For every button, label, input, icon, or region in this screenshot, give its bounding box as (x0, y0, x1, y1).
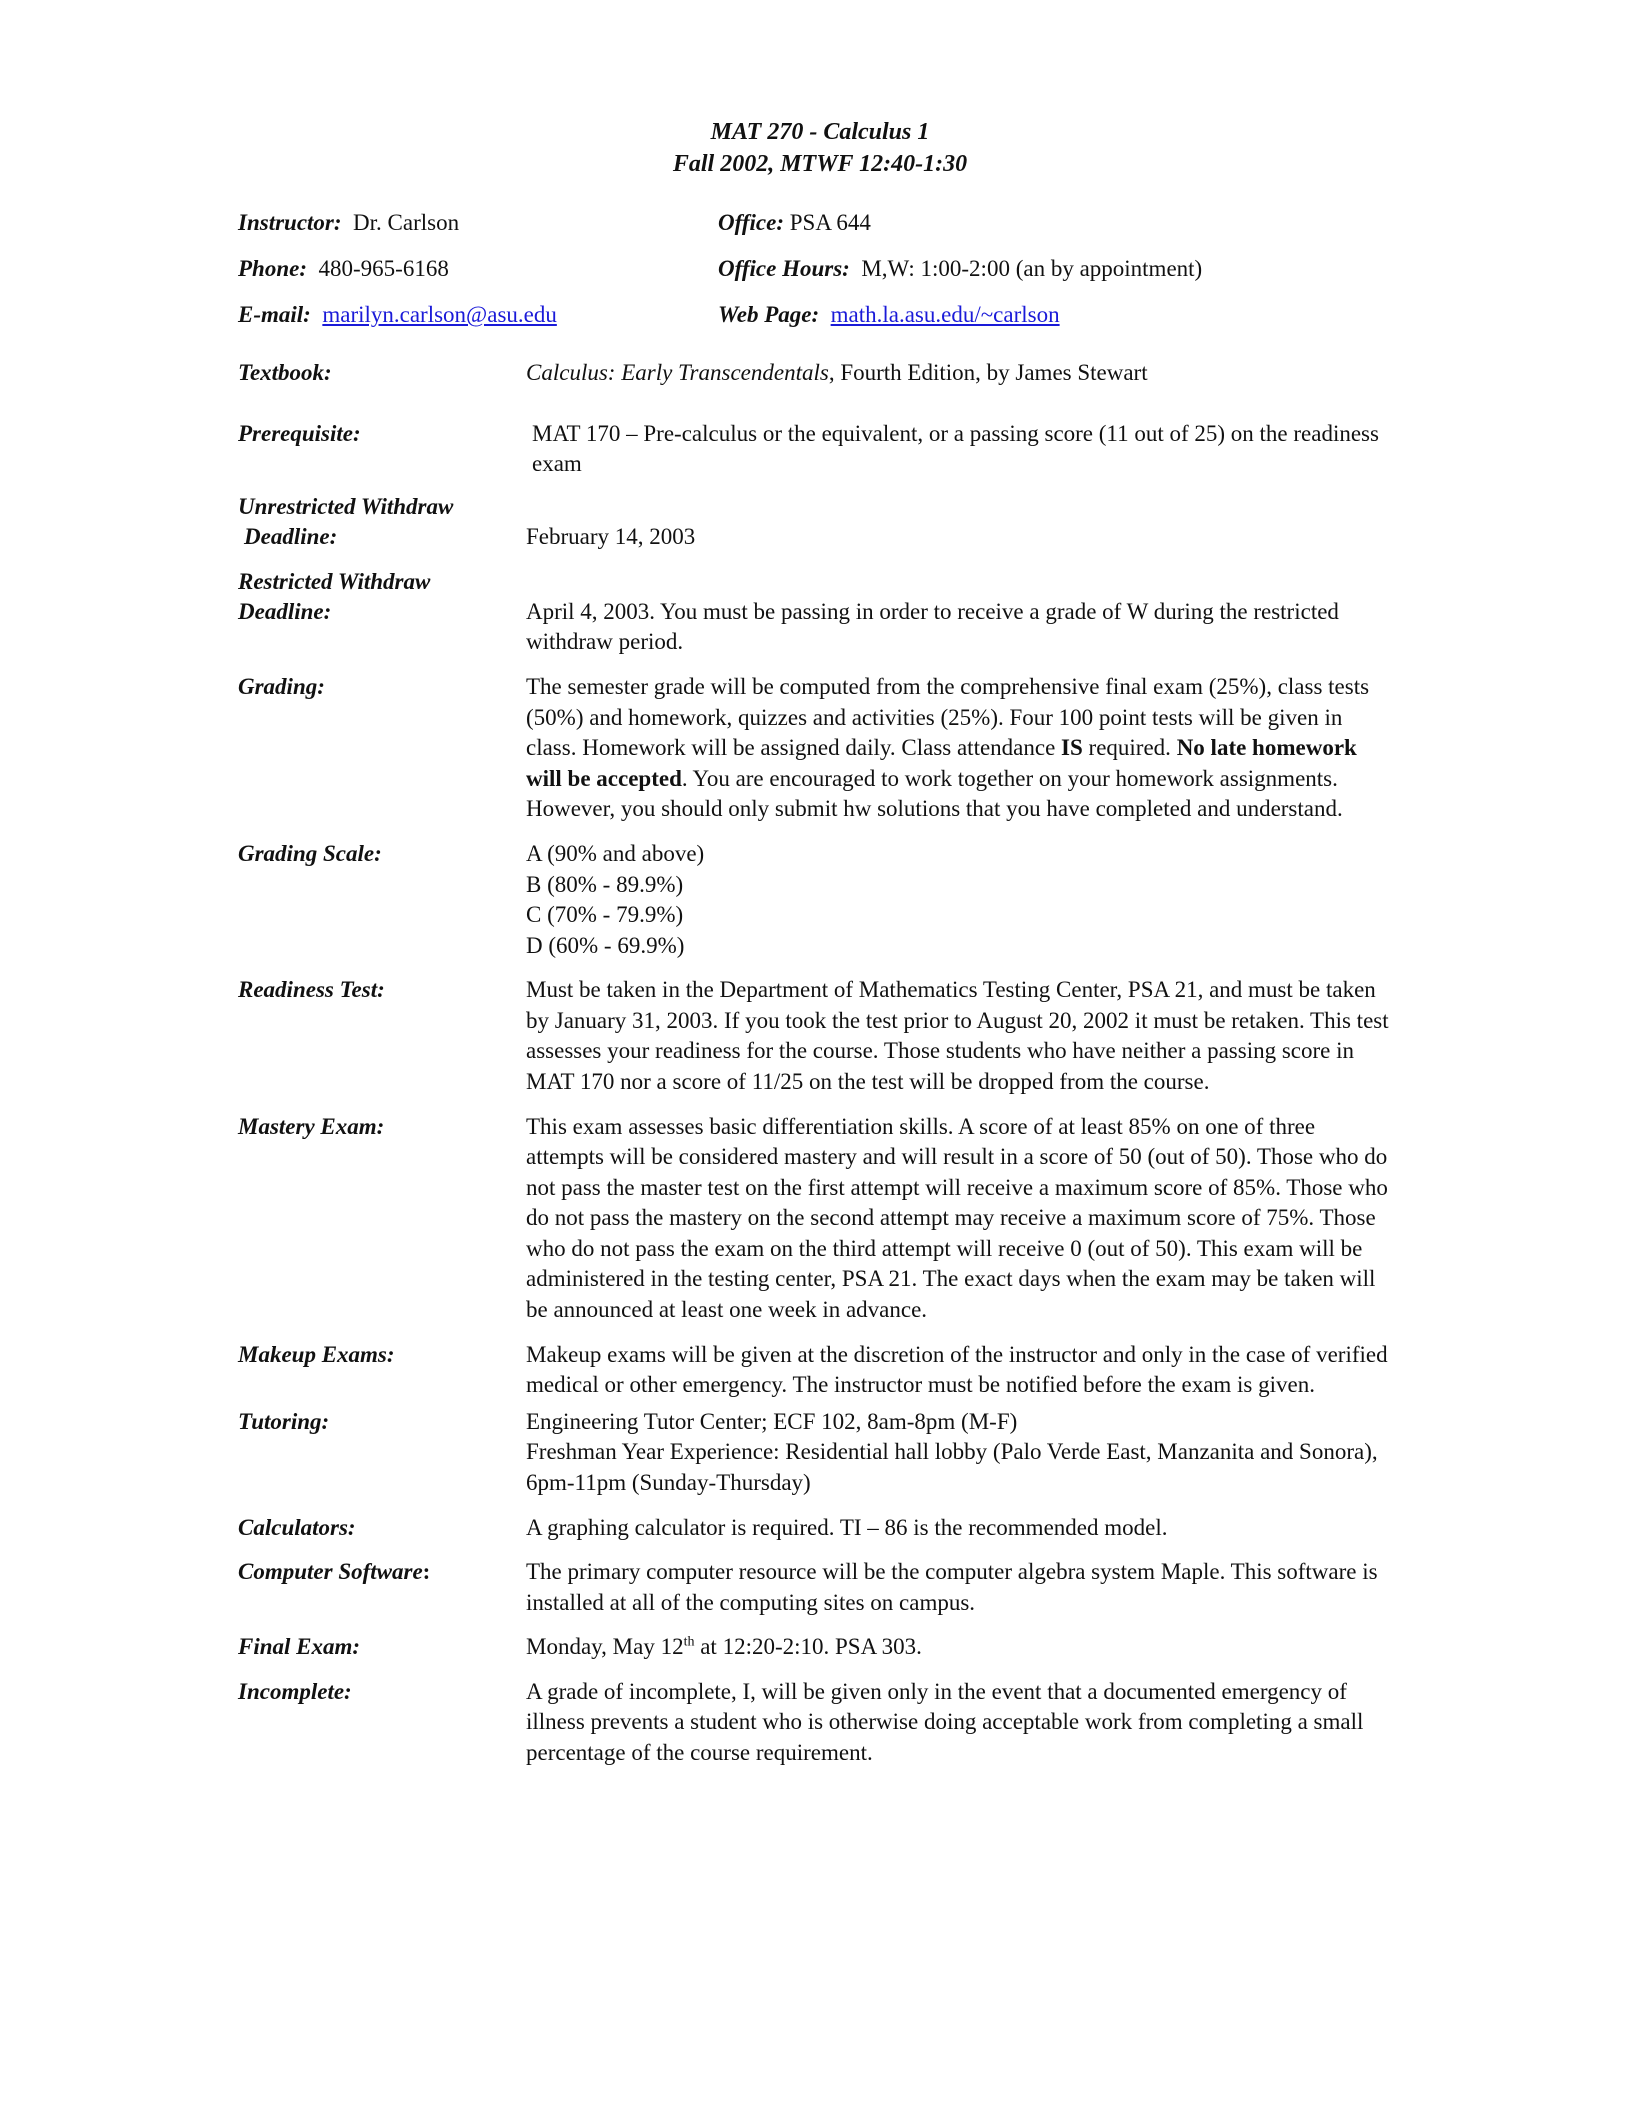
grading-bold-late-homework: No late homework will be accepted (526, 735, 1357, 791)
restricted-withdraw-label (238, 567, 526, 658)
office-hours-cell (718, 254, 1398, 285)
course-schedule: Fall 2002, MTWF 12:40-1:30 (672, 150, 968, 177)
mastery-exam-content: This exam assesses basic differentiation skills. A score of at least 85% on one of three attempts will be considered mastery and will result in a score of 50 (out of 50). Those who do not pass the master test on the first attempt will receive a maximum score of 85%. Those who do not pass the mastery on the second attempt may receive a maximum score of 75%. Those who do not pass the exam on the third attempt will receive 0 (out of 50). This exam will be administered in the testing center, PSA 21. The exact days when the exam may be taken will be announced at least one week in advance. (526, 1113, 1388, 1323)
phone-cell (238, 254, 718, 285)
section-final-exam (238, 1632, 1398, 1663)
course-title: MAT 270 - Calculus 1 (710, 119, 930, 145)
section-mastery-exam (238, 1112, 1398, 1326)
incomplete-content: A grade of incomplete, I, will be given only in the event that a documented emergency of illness prevents a student who is otherwise doing acceptable work from completing a small percentage of the course requirement. (526, 1678, 1364, 1765)
mastery-exam-label: Mastery Exam: (238, 1113, 385, 1139)
section-restricted-withdraw (238, 567, 1398, 658)
grade-line-b: B (80% - 89.9%) (526, 871, 684, 897)
grade-line-c: C (70% - 79.9%) (526, 902, 684, 928)
grading-scale-content (526, 839, 1398, 961)
unrestricted-label-line2: Deadline: (244, 524, 338, 550)
restricted-label-line1: Restricted Withdraw (238, 568, 431, 594)
info-row-instructor (238, 208, 1398, 254)
section-unrestricted-withdraw (238, 492, 1398, 553)
final-exam-date: Monday, May 12 (526, 1634, 684, 1660)
section-textbook (238, 358, 1398, 389)
final-exam-content (526, 1632, 1398, 1663)
restricted-label-line2: Deadline: (238, 599, 332, 625)
unrestricted-withdraw-label (238, 492, 526, 553)
computer-software-label-colon: : (422, 1559, 431, 1585)
prerequisite-label: Prerequisite: (238, 420, 361, 446)
final-exam-label: Final Exam: (238, 1634, 361, 1660)
computer-software-label (238, 1557, 526, 1618)
section-makeup-exams (238, 1340, 1398, 1401)
section-incomplete (238, 1677, 1398, 1769)
email-label: E-mail: (238, 302, 311, 327)
incomplete-label: Incomplete: (238, 1678, 352, 1704)
office-label: Office: (718, 210, 784, 235)
info-row-phone (238, 254, 1398, 300)
textbook-content (526, 358, 1398, 389)
section-readiness-test (238, 975, 1398, 1097)
grade-line-d: D (60% - 69.9%) (526, 932, 685, 958)
instructor-info (238, 208, 1398, 346)
section-computer-software (238, 1557, 1398, 1618)
unrestricted-withdraw-content: February 14, 2003 (526, 523, 696, 549)
instructor-value: Dr. Carlson (353, 210, 460, 235)
webpage-cell (718, 300, 1398, 331)
section-calculators (238, 1513, 1398, 1544)
unrestricted-label-line1: Unrestricted Withdraw (238, 493, 454, 519)
prerequisite-content: MAT 170 – Pre-calculus or the equivalent, or a passing score (11 out of 25) on the readiness exam (532, 420, 1379, 477)
webpage-link[interactable]: math.la.asu.edu/~carlson (830, 302, 1060, 327)
textbook-label: Textbook: (238, 360, 332, 385)
tutoring-content (526, 1407, 1398, 1499)
office-cell (718, 208, 1398, 239)
office-hours-value: M,W: 1:00-2:00 (an by appointment) (861, 256, 1203, 281)
phone-value: 480-965-6168 (318, 256, 449, 281)
section-prerequisite (238, 419, 1398, 480)
grading-label: Grading: (238, 674, 325, 700)
syllabus-sections (238, 358, 1398, 1769)
computer-software-label-text: Computer Software (238, 1559, 423, 1585)
makeup-exams-label: Makeup Exams: (238, 1341, 395, 1367)
phone-label: Phone: (238, 256, 307, 281)
readiness-test-content: Must be taken in the Department of Mathematics Testing Center, PSA 21, and must be taken by January 31, 2003. If you took the test prior to August 20, 2002 it must be retaken. This test assesses your readiness for the course. Those students who have neither a passing score in MAT 170 nor a score of 11/25 on the test will be dropped from the course. (526, 977, 1389, 1094)
tutoring-line-engineering: Engineering Tutor Center; ECF 102, 8am-8pm (M-F) (526, 1408, 1018, 1434)
tutoring-line-freshman: Freshman Year Experience: Residential hall lobby (Palo Verde East, Manzanita and Sonora), 6pm-11pm (Sunday-Thursday) (526, 1439, 1378, 1495)
makeup-exams-content: Makeup exams will be given at the discretion of the instructor and only in the case of verified medical or other emergency. The instructor must be notified before the exam is given. (526, 1341, 1388, 1398)
instructor-cell (238, 208, 718, 239)
section-tutoring (238, 1407, 1398, 1499)
grading-scale-label: Grading Scale: (238, 840, 382, 866)
grading-text-3: . You are encouraged to work together on your homework assignments. However, you should only submit hw solutions that you have completed and understand. (526, 765, 1343, 822)
calculators-content: A graphing calculator is required. TI – 86 is the recommended model. (526, 1514, 1168, 1540)
course-header (0, 117, 1640, 180)
grading-text-2: required. (1082, 735, 1177, 761)
instructor-label: Instructor: (238, 210, 342, 235)
section-grading (238, 672, 1398, 825)
section-grading-scale (238, 839, 1398, 961)
readiness-test-label: Readiness Test: (238, 977, 385, 1003)
grading-text-1: The semester grade will be computed from the comprehensive final exam (25%), class tests (50%) and homework, quizzes and activities (25%). Four 100 point tests will be given in class. Homework will be assigned daily. Class attendance (526, 674, 1370, 761)
computer-software-content: The primary computer resource will be the computer algebra system Maple. This software is installed at all of the computing sites on campus. (526, 1559, 1378, 1615)
office-value: PSA 644 (789, 210, 871, 235)
final-exam-time-location: at 12:20-2:10. PSA 303. (694, 1634, 922, 1660)
textbook-details: , Fourth Edition, by James Stewart (828, 360, 1148, 385)
webpage-label: Web Page: (718, 302, 820, 327)
textbook-title: Calculus: Early Transcendentals (526, 360, 829, 385)
tutoring-label: Tutoring: (238, 1408, 330, 1434)
grading-content (526, 672, 1398, 825)
calculators-label: Calculators: (238, 1514, 356, 1540)
grade-line-a: A (90% and above) (526, 840, 705, 866)
final-exam-date-suffix: th (683, 1634, 695, 1650)
grading-bold-is: IS (1061, 735, 1083, 761)
info-row-email (238, 300, 1398, 346)
email-link[interactable]: marilyn.carlson@asu.edu (322, 302, 557, 327)
email-cell (238, 300, 718, 331)
restricted-withdraw-content: April 4, 2003. You must be passing in order to receive a grade of W during the restricted withdraw period. (526, 598, 1339, 655)
office-hours-label: Office Hours: (718, 256, 850, 281)
